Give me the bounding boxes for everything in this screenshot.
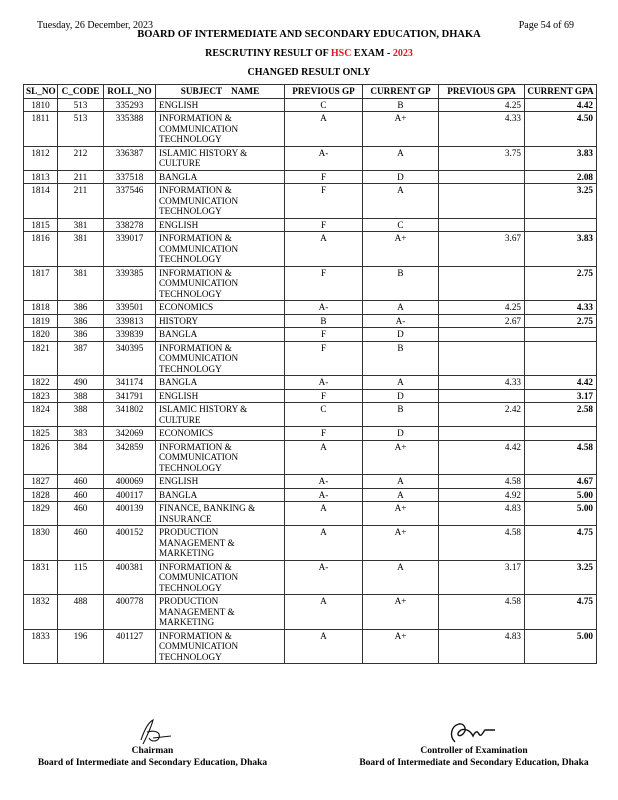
cell-c-code: 383: [58, 427, 104, 441]
cell-previous-gp: A-: [285, 376, 363, 390]
table-row: [24, 440, 597, 475]
cell-previous-gp: F: [285, 266, 363, 301]
cell-previous-gpa: 4.92: [439, 488, 525, 502]
cell-current-gp: D: [363, 389, 439, 403]
cell-current-gp: C: [363, 218, 439, 232]
cell-roll-no: 341802: [104, 403, 156, 427]
table-row: [24, 595, 597, 630]
cell-subject: INFORMATION & COMMUNICATION TECHNOLOGY: [156, 629, 285, 664]
cell-c-code: 386: [58, 314, 104, 328]
cell-roll-no: 400778: [104, 595, 156, 630]
cell-current-gp: B: [363, 98, 439, 112]
cell-roll-no: 341791: [104, 389, 156, 403]
cell-previous-gpa: 4.83: [439, 502, 525, 526]
cell-previous-gpa: 4.58: [439, 526, 525, 561]
table-row: [24, 112, 597, 147]
cell-sl-no: 1813: [24, 170, 58, 184]
cell-roll-no: 400139: [104, 502, 156, 526]
cell-previous-gpa: 2.67: [439, 314, 525, 328]
cell-subject: ENGLISH: [156, 218, 285, 232]
cell-sl-no: 1811: [24, 112, 58, 147]
cell-previous-gp: A: [285, 502, 363, 526]
cell-roll-no: 400381: [104, 560, 156, 595]
cell-previous-gpa: 4.25: [439, 98, 525, 112]
result-subtitle: CHANGED RESULT ONLY: [247, 67, 371, 78]
cell-current-gp: A: [363, 301, 439, 315]
cell-previous-gp: A: [285, 595, 363, 630]
table-row: [24, 232, 597, 267]
cell-current-gpa: 4.42: [525, 376, 597, 390]
cell-subject: ECONOMICS: [156, 427, 285, 441]
table-row: [24, 314, 597, 328]
cell-previous-gpa: 4.83: [439, 629, 525, 664]
cell-sl-no: 1832: [24, 595, 58, 630]
cell-previous-gp: C: [285, 403, 363, 427]
cell-c-code: 212: [58, 146, 104, 170]
cell-current-gpa: 3.25: [525, 184, 597, 219]
cell-c-code: 460: [58, 488, 104, 502]
cell-subject: INFORMATION & COMMUNICATION TECHNOLOGY: [156, 112, 285, 147]
cell-previous-gp: A: [285, 629, 363, 664]
table-row: [24, 98, 597, 112]
cell-previous-gpa: [439, 170, 525, 184]
cell-previous-gpa: 3.17: [439, 560, 525, 595]
cell-current-gp: A+: [363, 526, 439, 561]
cell-c-code: 115: [58, 560, 104, 595]
table-row: [24, 266, 597, 301]
cell-subject: INFORMATION & COMMUNICATION TECHNOLOGY: [156, 232, 285, 267]
cell-current-gp: A+: [363, 112, 439, 147]
cell-previous-gp: A: [285, 526, 363, 561]
col-current-gpa: CURRENT GPA: [525, 85, 597, 99]
cell-previous-gp: F: [285, 184, 363, 219]
cell-c-code: 388: [58, 389, 104, 403]
cell-current-gpa: 4.75: [525, 526, 597, 561]
cell-sl-no: 1831: [24, 560, 58, 595]
cell-previous-gpa: [439, 218, 525, 232]
cell-previous-gp: A: [285, 232, 363, 267]
cell-sl-no: 1822: [24, 376, 58, 390]
table-row: [24, 341, 597, 376]
cell-current-gpa: 3.83: [525, 232, 597, 267]
cell-sl-no: 1828: [24, 488, 58, 502]
cell-roll-no: 400117: [104, 488, 156, 502]
exam-mid: EXAM -: [351, 48, 393, 59]
col-roll-no: ROLL_NO: [104, 85, 156, 99]
cell-roll-no: 339839: [104, 328, 156, 342]
table-row: [24, 526, 597, 561]
cell-sl-no: 1816: [24, 232, 58, 267]
controller-signature-icon: [445, 718, 501, 746]
cell-current-gp: A: [363, 376, 439, 390]
cell-current-gpa: 4.50: [525, 112, 597, 147]
cell-sl-no: 1829: [24, 502, 58, 526]
result-prefix: RESCRUTINY RESULT OF: [205, 48, 331, 59]
cell-subject: INFORMATION & COMMUNICATION TECHNOLOGY: [156, 440, 285, 475]
cell-previous-gp: A: [285, 112, 363, 147]
chairman-signature-icon: [133, 718, 177, 746]
cell-c-code: 386: [58, 328, 104, 342]
cell-subject: PRODUCTION MANAGEMENT & MARKETING: [156, 526, 285, 561]
cell-roll-no: 400069: [104, 475, 156, 489]
cell-subject: ISLAMIC HISTORY & CULTURE: [156, 146, 285, 170]
result-title: [0, 48, 618, 59]
cell-roll-no: 339385: [104, 266, 156, 301]
cell-roll-no: 339501: [104, 301, 156, 315]
cell-roll-no: 401127: [104, 629, 156, 664]
cell-subject: BANGLA: [156, 170, 285, 184]
chairman-org: Board of Intermediate and Secondary Education, Dhaka: [37, 758, 268, 768]
table-row: [24, 488, 597, 502]
cell-previous-gpa: 4.58: [439, 475, 525, 489]
cell-c-code: 381: [58, 218, 104, 232]
cell-current-gpa: 2.58: [525, 403, 597, 427]
cell-current-gpa: 2.08: [525, 170, 597, 184]
cell-previous-gp: A-: [285, 301, 363, 315]
cell-c-code: 460: [58, 502, 104, 526]
cell-current-gpa: 5.00: [525, 502, 597, 526]
controller-signature-block: [330, 746, 618, 768]
cell-current-gp: B: [363, 266, 439, 301]
cell-current-gp: A+: [363, 232, 439, 267]
cell-subject: BANGLA: [156, 328, 285, 342]
cell-previous-gp: A-: [285, 488, 363, 502]
cell-subject: INFORMATION & COMMUNICATION TECHNOLOGY: [156, 266, 285, 301]
cell-roll-no: 341174: [104, 376, 156, 390]
cell-current-gpa: 4.67: [525, 475, 597, 489]
cell-roll-no: 337518: [104, 170, 156, 184]
cell-c-code: 386: [58, 301, 104, 315]
col-previous-gp: PREVIOUS GP: [285, 85, 363, 99]
cell-previous-gpa: [439, 184, 525, 219]
cell-roll-no: 336387: [104, 146, 156, 170]
cell-sl-no: 1820: [24, 328, 58, 342]
table-row: [24, 218, 597, 232]
cell-subject: PRODUCTION MANAGEMENT & MARKETING: [156, 595, 285, 630]
cell-previous-gp: F: [285, 427, 363, 441]
cell-current-gpa: [525, 328, 597, 342]
cell-current-gp: A: [363, 488, 439, 502]
cell-c-code: 488: [58, 595, 104, 630]
print-date: Tuesday, 26 December, 2023: [37, 20, 154, 31]
cell-c-code: 381: [58, 266, 104, 301]
cell-previous-gpa: 4.25: [439, 301, 525, 315]
cell-current-gp: A+: [363, 595, 439, 630]
cell-sl-no: 1833: [24, 629, 58, 664]
cell-current-gp: A+: [363, 629, 439, 664]
cell-previous-gp: F: [285, 170, 363, 184]
cell-c-code: 460: [58, 526, 104, 561]
cell-previous-gpa: [439, 427, 525, 441]
cell-current-gpa: [525, 427, 597, 441]
cell-current-gp: A+: [363, 502, 439, 526]
cell-previous-gp: F: [285, 218, 363, 232]
cell-previous-gp: B: [285, 314, 363, 328]
cell-subject: FINANCE, BANKING & INSURANCE: [156, 502, 285, 526]
col-sl-no: SL_NO: [24, 85, 58, 99]
cell-subject: INFORMATION & COMMUNICATION TECHNOLOGY: [156, 341, 285, 376]
table-row: [24, 427, 597, 441]
cell-previous-gpa: 4.42: [439, 440, 525, 475]
cell-current-gpa: 4.58: [525, 440, 597, 475]
cell-previous-gpa: 3.75: [439, 146, 525, 170]
cell-current-gpa: 5.00: [525, 629, 597, 664]
cell-previous-gpa: [439, 389, 525, 403]
cell-previous-gp: C: [285, 98, 363, 112]
table-row: [24, 376, 597, 390]
table-header-row: [24, 85, 597, 99]
cell-previous-gpa: 4.58: [439, 595, 525, 630]
cell-current-gpa: 2.75: [525, 266, 597, 301]
cell-previous-gpa: 3.67: [439, 232, 525, 267]
cell-current-gpa: [525, 341, 597, 376]
col-current-gp: CURRENT GP: [363, 85, 439, 99]
cell-c-code: 211: [58, 170, 104, 184]
cell-previous-gpa: 4.33: [439, 112, 525, 147]
cell-sl-no: 1818: [24, 301, 58, 315]
exam-year: 2023: [392, 48, 413, 59]
cell-current-gp: A: [363, 184, 439, 219]
col-c-code: C_CODE: [58, 85, 104, 99]
cell-previous-gpa: 2.42: [439, 403, 525, 427]
cell-current-gpa: 3.17: [525, 389, 597, 403]
cell-sl-no: 1830: [24, 526, 58, 561]
cell-c-code: 211: [58, 184, 104, 219]
cell-roll-no: 340395: [104, 341, 156, 376]
chairman-title: Chairman: [131, 746, 174, 756]
cell-current-gp: D: [363, 170, 439, 184]
table-row: [24, 629, 597, 664]
cell-current-gp: A-: [363, 314, 439, 328]
cell-c-code: 490: [58, 376, 104, 390]
cell-sl-no: 1825: [24, 427, 58, 441]
cell-sl-no: 1815: [24, 218, 58, 232]
cell-previous-gp: F: [285, 328, 363, 342]
cell-roll-no: 400152: [104, 526, 156, 561]
cell-roll-no: 338278: [104, 218, 156, 232]
cell-subject: ENGLISH: [156, 475, 285, 489]
cell-current-gp: A: [363, 475, 439, 489]
cell-previous-gp: F: [285, 341, 363, 376]
cell-roll-no: 335293: [104, 98, 156, 112]
table-row: [24, 328, 597, 342]
controller-title: Controller of Examination: [420, 746, 528, 756]
cell-current-gp: B: [363, 403, 439, 427]
cell-previous-gp: A-: [285, 475, 363, 489]
cell-current-gp: D: [363, 328, 439, 342]
cell-sl-no: 1812: [24, 146, 58, 170]
cell-current-gp: D: [363, 427, 439, 441]
table-row: [24, 389, 597, 403]
cell-previous-gp: F: [285, 389, 363, 403]
cell-subject: ENGLISH: [156, 98, 285, 112]
cell-current-gpa: [525, 218, 597, 232]
cell-previous-gpa: [439, 328, 525, 342]
cell-current-gpa: 4.75: [525, 595, 597, 630]
cell-c-code: 196: [58, 629, 104, 664]
cell-c-code: 388: [58, 403, 104, 427]
cell-current-gpa: 4.42: [525, 98, 597, 112]
col-previous-gpa: PREVIOUS GPA: [439, 85, 525, 99]
cell-roll-no: 342069: [104, 427, 156, 441]
cell-subject: INFORMATION & COMMUNICATION TECHNOLOGY: [156, 184, 285, 219]
cell-current-gp: A: [363, 560, 439, 595]
cell-roll-no: 342859: [104, 440, 156, 475]
table-row: [24, 502, 597, 526]
cell-current-gp: B: [363, 341, 439, 376]
cell-sl-no: 1810: [24, 98, 58, 112]
cell-sl-no: 1821: [24, 341, 58, 376]
cell-c-code: 387: [58, 341, 104, 376]
table-row: [24, 403, 597, 427]
cell-c-code: 513: [58, 98, 104, 112]
table-row: [24, 560, 597, 595]
cell-subject: ECONOMICS: [156, 301, 285, 315]
table-row: [24, 301, 597, 315]
cell-previous-gp: A-: [285, 146, 363, 170]
cell-c-code: 381: [58, 232, 104, 267]
page-number: Page 54 of 69: [518, 20, 574, 31]
exam-name: HSC: [330, 48, 352, 59]
cell-previous-gpa: [439, 341, 525, 376]
cell-roll-no: 335388: [104, 112, 156, 147]
cell-current-gp: A: [363, 146, 439, 170]
table-row: [24, 184, 597, 219]
table-row: [24, 475, 597, 489]
cell-current-gpa: 3.83: [525, 146, 597, 170]
cell-roll-no: 339017: [104, 232, 156, 267]
cell-c-code: 513: [58, 112, 104, 147]
cell-sl-no: 1819: [24, 314, 58, 328]
board-title: BOARD OF INTERMEDIATE AND SECONDARY EDUCATION, DHAKA: [137, 29, 481, 40]
cell-sl-no: 1827: [24, 475, 58, 489]
table-row: [24, 170, 597, 184]
cell-sl-no: 1817: [24, 266, 58, 301]
cell-sl-no: 1814: [24, 184, 58, 219]
cell-subject: ENGLISH: [156, 389, 285, 403]
cell-subject: BANGLA: [156, 488, 285, 502]
results-table: [23, 84, 597, 664]
cell-current-gpa: 2.75: [525, 314, 597, 328]
cell-subject: HISTORY: [156, 314, 285, 328]
cell-roll-no: 339813: [104, 314, 156, 328]
table-row: [24, 146, 597, 170]
cell-previous-gpa: [439, 266, 525, 301]
cell-c-code: 460: [58, 475, 104, 489]
cell-roll-no: 337546: [104, 184, 156, 219]
cell-previous-gpa: 4.33: [439, 376, 525, 390]
cell-subject: BANGLA: [156, 376, 285, 390]
cell-current-gpa: 5.00: [525, 488, 597, 502]
cell-subject: INFORMATION & COMMUNICATION TECHNOLOGY: [156, 560, 285, 595]
cell-previous-gp: A: [285, 440, 363, 475]
cell-sl-no: 1824: [24, 403, 58, 427]
cell-sl-no: 1826: [24, 440, 58, 475]
cell-current-gpa: 4.33: [525, 301, 597, 315]
chairman-signature-block: [0, 746, 305, 768]
cell-current-gpa: 3.25: [525, 560, 597, 595]
cell-previous-gp: A-: [285, 560, 363, 595]
controller-org: Board of Intermediate and Secondary Education, Dhaka: [359, 758, 589, 768]
cell-subject: ISLAMIC HISTORY & CULTURE: [156, 403, 285, 427]
col-subject-name: SUBJECT NAME: [156, 85, 285, 99]
cell-sl-no: 1823: [24, 389, 58, 403]
cell-c-code: 384: [58, 440, 104, 475]
cell-current-gp: A+: [363, 440, 439, 475]
